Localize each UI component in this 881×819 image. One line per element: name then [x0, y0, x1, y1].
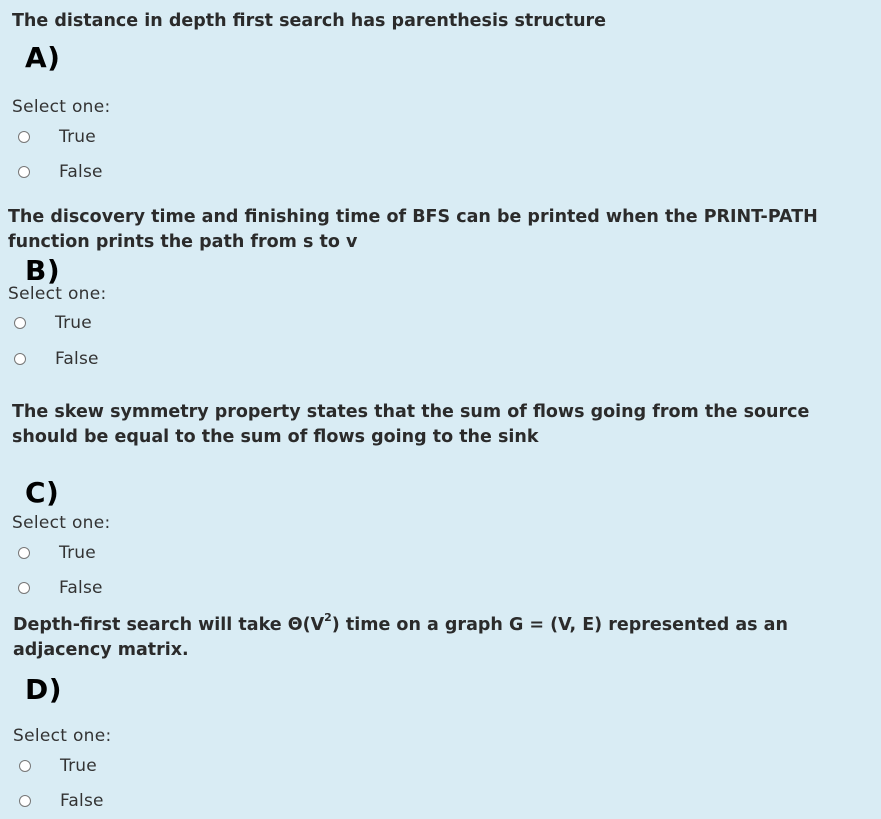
question-d-text	[13, 613, 813, 663]
question-d-false-label[interactable]: False	[60, 791, 104, 811]
question-d-option-true[interactable]	[19, 755, 97, 777]
question-c-false-label[interactable]: False	[59, 578, 103, 598]
question-c-true-radio[interactable]	[18, 547, 30, 559]
question-c-false-radio[interactable]	[18, 582, 30, 594]
question-b-true-label[interactable]: True	[55, 313, 92, 333]
question-d-text-superscript: 2	[324, 611, 332, 625]
question-c-option-false[interactable]	[18, 577, 103, 599]
question-a-true-label[interactable]: True	[59, 127, 96, 147]
question-d-label: D)	[25, 673, 63, 706]
question-b-option-false[interactable]	[14, 348, 99, 370]
question-a-label: A)	[25, 41, 61, 74]
question-d-prompt: Select one:	[13, 726, 112, 746]
question-d-option-false[interactable]	[19, 790, 104, 812]
question-b-prompt: Select one:	[8, 284, 107, 304]
question-d-true-radio[interactable]	[19, 760, 31, 772]
question-c-true-label[interactable]: True	[59, 543, 96, 563]
question-b-true-radio[interactable]	[14, 317, 26, 329]
question-a-false-label[interactable]: False	[59, 162, 103, 182]
question-a-prompt: Select one:	[12, 97, 111, 117]
question-d-false-radio[interactable]	[19, 795, 31, 807]
question-a-false-radio[interactable]	[18, 166, 30, 178]
question-c-prompt: Select one:	[12, 513, 111, 533]
question-b-text: The discovery time and finishing time of BFS can be printed when the PRINT-PATH function prints the path from s to v	[8, 207, 818, 252]
question-a-option-false[interactable]	[18, 161, 103, 183]
question-d-true-label[interactable]: True	[60, 756, 97, 776]
question-a-true-radio[interactable]	[18, 131, 30, 143]
question-b-false-label[interactable]: False	[55, 349, 99, 369]
question-b-false-radio[interactable]	[14, 353, 26, 365]
question-d-text-after: ) time on a graph G = (V, E) represented as an adjacency matrix.	[13, 615, 788, 660]
question-b-label: B)	[25, 254, 61, 287]
question-a-option-true[interactable]	[18, 126, 96, 148]
question-c-text: The skew symmetry property states that the sum of flows going from the source should be equal to the sum of flows going to the sink	[12, 402, 810, 447]
question-a-text: The distance in depth first search has parenthesis structure	[12, 11, 607, 31]
question-d-text-before: Depth-first search will take Θ(V	[13, 615, 325, 635]
question-c-option-true[interactable]	[18, 542, 96, 564]
question-c-label: C)	[25, 476, 60, 509]
question-b-option-true[interactable]	[14, 312, 92, 334]
